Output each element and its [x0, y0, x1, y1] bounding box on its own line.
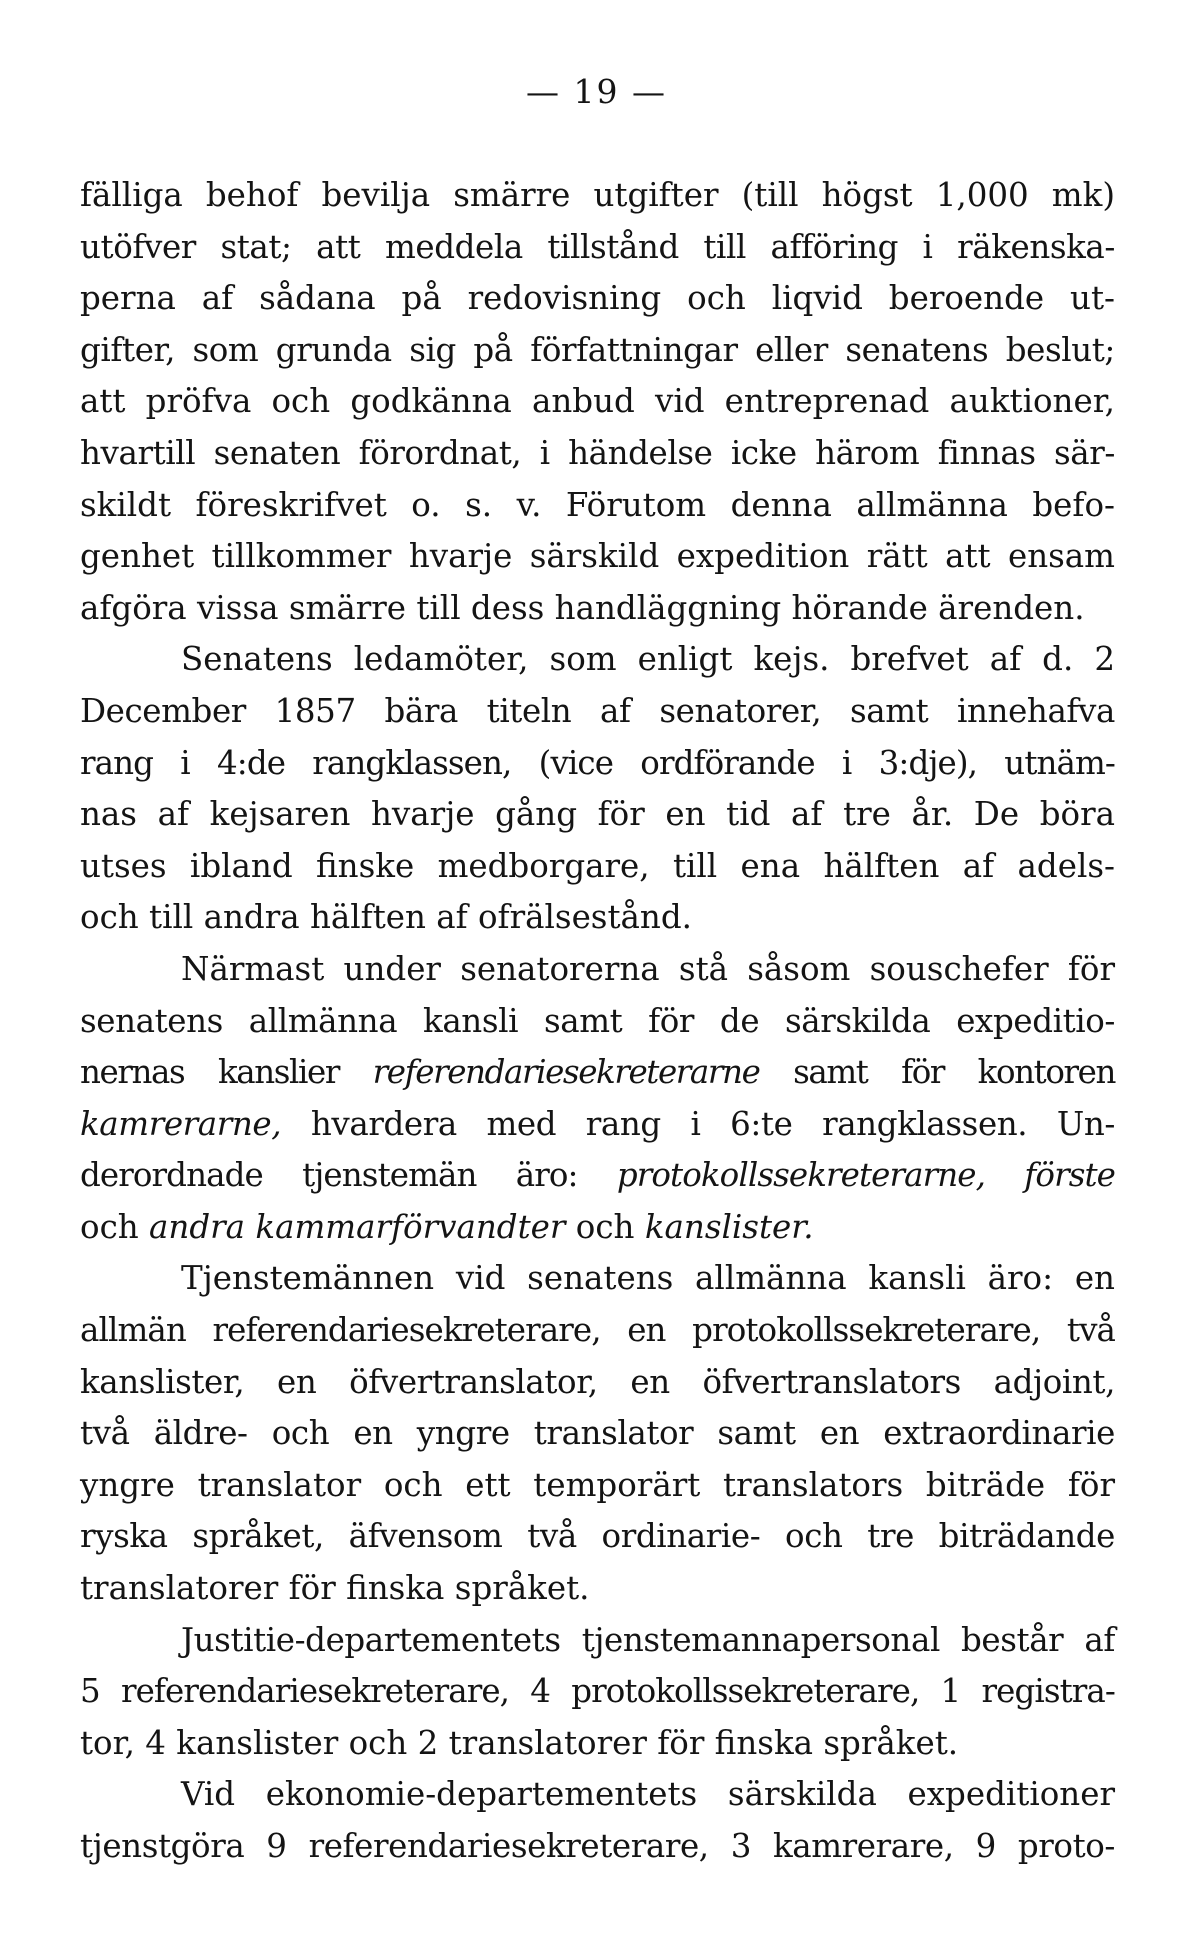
text-line: [80, 1408, 1115, 1460]
body-text: [80, 170, 1115, 1873]
text-segment: 5 referendariesekreterare, 4 protokollssekreterare, 1 registra-: [80, 1672, 1115, 1711]
text-segment: och: [565, 1207, 645, 1246]
text-segment: ryska språket, äfvensom två ordinarie- och tre biträdande: [80, 1517, 1115, 1556]
text-segment: tor, 4 kanslister och 2 translatorer för finska språket.: [80, 1723, 959, 1762]
text-segment: afgöra vissa smärre till dess handläggning hörande ärenden.: [80, 588, 1085, 627]
text-line: [80, 738, 1115, 790]
text-line: [80, 1150, 1115, 1202]
italic-text-segment: protokollssekreterarne, förste: [616, 1156, 1115, 1195]
text-segment: att pröfva och godkänna anbud vid entreprenad auktioner,: [80, 382, 1115, 421]
text-segment: skildt föreskrifvet o. s. v. Förutom denna allmänna befo-: [80, 485, 1115, 524]
text-line: [80, 325, 1115, 377]
text-line: [80, 634, 1115, 686]
text-segment: gifter, som grunda sig på författningar eller senatens beslut;: [80, 330, 1115, 369]
text-segment: genhet tillkommer hvarje särskild expedition rätt att ensam: [80, 537, 1115, 576]
page-number: — 19 —: [526, 72, 667, 111]
text-line: [80, 376, 1115, 428]
text-segment: translatorer för finska språket.: [80, 1569, 590, 1608]
text-segment: senatens allmänna kansli samt för de särskilda expeditio-: [80, 1001, 1115, 1040]
italic-text-segment: referendariesekreterarne: [372, 1053, 760, 1092]
text-line: [80, 428, 1115, 480]
text-line: [80, 1202, 1115, 1254]
text-line: [80, 996, 1115, 1048]
text-line: [80, 531, 1115, 583]
text-line: [80, 222, 1115, 274]
text-segment: perna af sådana på redovisning och liqvid beroende ut-: [80, 279, 1115, 318]
text-segment: nas af kejsaren hvarje gång för en tid af tre år. De böra: [80, 795, 1115, 834]
text-line: [80, 480, 1115, 532]
text-line: [80, 1563, 1115, 1615]
text-segment: Vid ekonomie-departementets särskilda expeditioner: [181, 1775, 1115, 1814]
text-segment: fälliga behof bevilja smärre utgifter (till högst 1,000 mk): [80, 176, 1115, 214]
text-line: [80, 583, 1115, 635]
text-segment: Tjenstemännen vid senatens allmänna kansli äro: en: [181, 1259, 1115, 1298]
text-line: [80, 1769, 1115, 1821]
text-segment: Närmast under senatorerna stå såsom souschefer för: [181, 949, 1115, 988]
text-segment: allmän referendariesekreterare, en protokollssekreterare, två: [80, 1311, 1115, 1350]
text-segment: rang i 4:de rangklassen, (vice ordförande i 3:dje), utnäm-: [80, 743, 1115, 782]
text-line: [80, 1460, 1115, 1512]
text-segment: hvartill senaten förordnat, i händelse icke härom finnas sär-: [80, 433, 1115, 472]
text-segment: och till andra hälften af ofrälsestånd.: [80, 898, 692, 937]
text-segment: två äldre- och en yngre translator samt en extraordinarie: [80, 1414, 1115, 1453]
text-line: [80, 944, 1115, 996]
text-line: [80, 1718, 1115, 1770]
text-line: [80, 1511, 1115, 1563]
text-segment: Justitie-departementets tjenstemannapersonal består af: [181, 1620, 1115, 1659]
text-line: [80, 1305, 1115, 1357]
text-line: [80, 789, 1115, 841]
text-segment: tjenstgöra 9 referendariesekreterare, 3 kamrerare, 9 proto-: [80, 1827, 1115, 1865]
text-segment: Senatens ledamöter, som enligt kejs. brefvet af d. 2: [181, 640, 1115, 679]
text-line: [80, 1357, 1115, 1409]
text-segment: och: [80, 1207, 150, 1246]
italic-text-segment: andra kammarförvandter: [149, 1207, 566, 1246]
text-line: [80, 892, 1115, 944]
text-line: [80, 170, 1115, 222]
text-segment: hvardera med rang i 6:te rangklassen. Un-: [281, 1104, 1115, 1143]
text-line: [80, 1253, 1115, 1305]
text-line: [80, 273, 1115, 325]
italic-text-segment: kamrerarne,: [80, 1104, 282, 1143]
text-line: [80, 1047, 1115, 1099]
text-line: [80, 686, 1115, 738]
text-segment: utses ibland finske medborgare, till ena hälften af adels-: [80, 846, 1115, 885]
text-segment: December 1857 bära titeln af senatorer, samt innehafva: [80, 691, 1115, 730]
text-line: [80, 1615, 1115, 1667]
text-segment: samt för kontoren: [759, 1053, 1115, 1092]
text-line: [80, 841, 1115, 893]
text-segment: utöfver stat; att meddela tillstånd till afföring i räkenska-: [80, 227, 1115, 266]
text-line: [80, 1666, 1115, 1718]
text-segment: kanslister, en öfvertranslator, en öfvertranslators adjoint,: [80, 1362, 1115, 1401]
text-line: [80, 1821, 1115, 1873]
text-segment: nernas kanslier: [80, 1053, 373, 1092]
text-segment: derordnade tjenstemän äro:: [80, 1156, 617, 1195]
text-line: [80, 1099, 1115, 1151]
italic-text-segment: kanslister.: [644, 1207, 814, 1246]
text-segment: yngre translator och ett temporärt translators biträde för: [80, 1465, 1115, 1504]
